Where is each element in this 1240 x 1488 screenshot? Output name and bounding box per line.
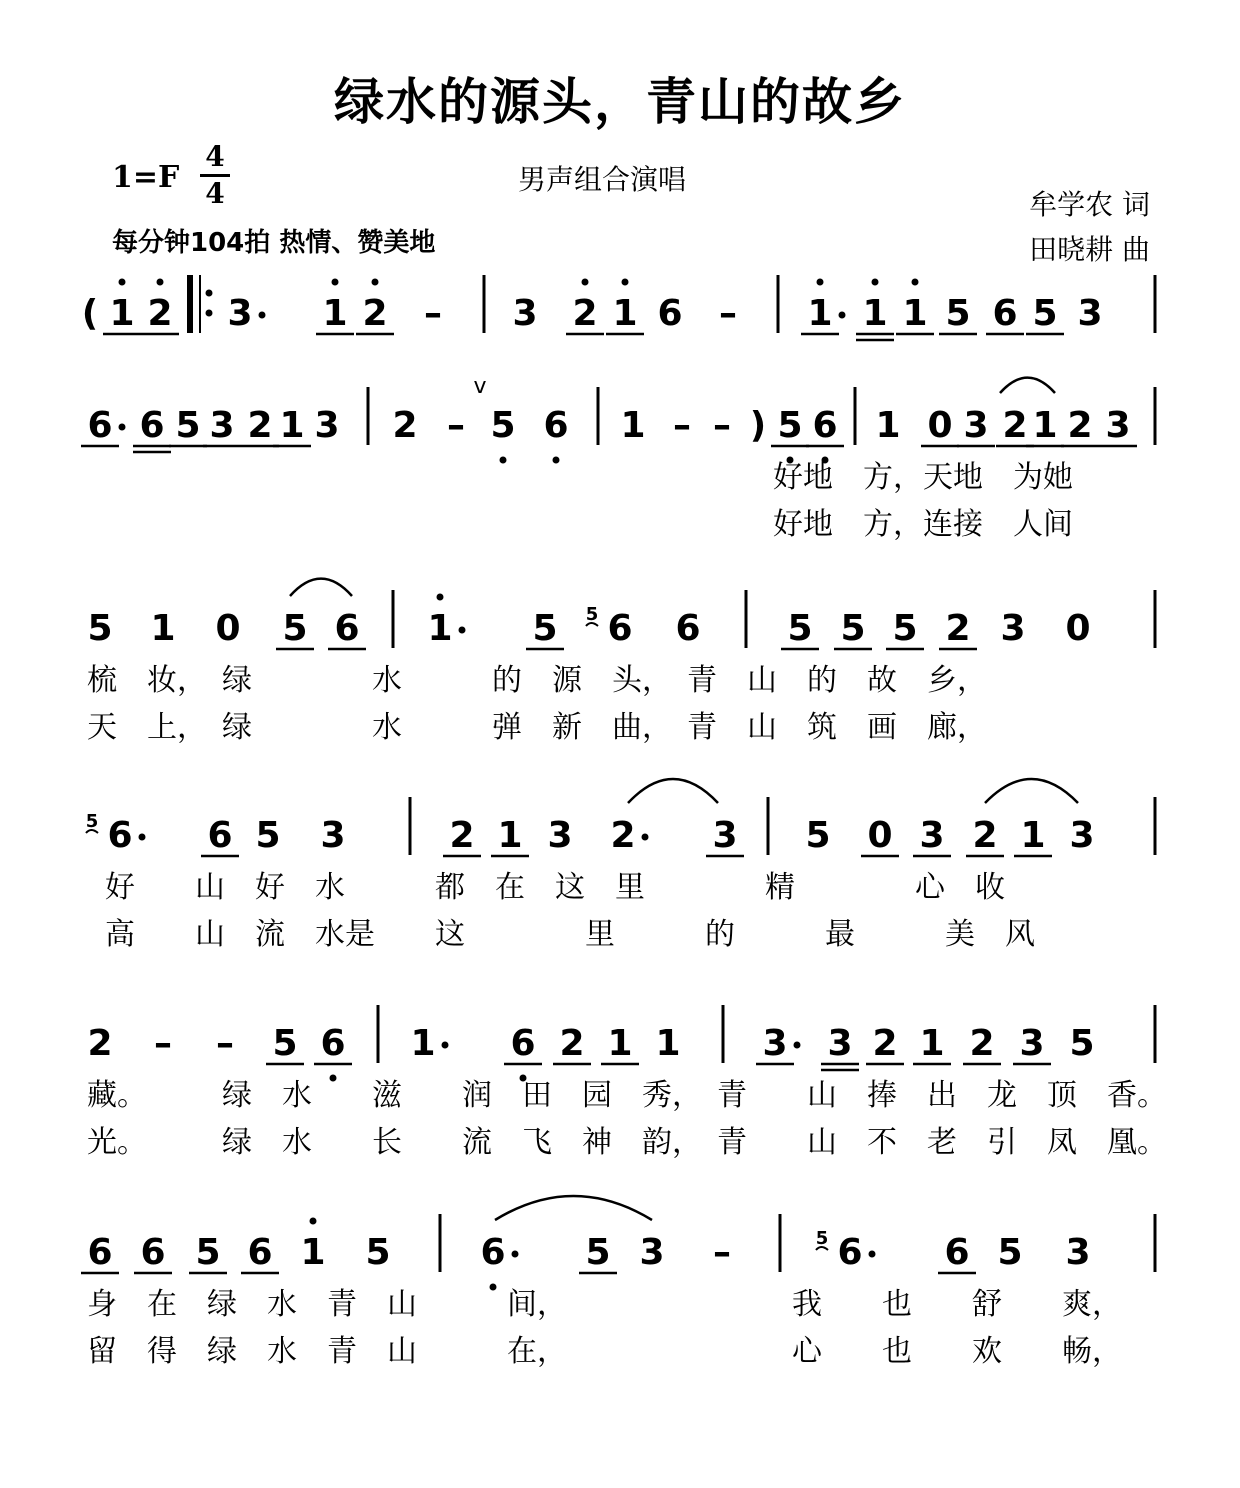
note-3: 3 (963, 405, 989, 446)
grace-note: 5 (815, 1228, 829, 1249)
augmentation-dot (794, 1042, 801, 1049)
octave-dot-high (437, 594, 444, 601)
note-5: 5 (997, 1232, 1023, 1273)
note-3: 3 (1000, 608, 1026, 649)
note-2: 2 (392, 405, 418, 446)
note-5: 5 (195, 1232, 221, 1273)
note-3: 3 (712, 815, 738, 856)
note-3: 3 (512, 293, 538, 334)
sustain-dash: – (216, 1023, 234, 1064)
parenthesis: ( (81, 293, 99, 334)
note-1: 1 (1020, 815, 1046, 856)
note-6: 6 (87, 1232, 113, 1273)
lyric-line-1: 梳 妆， 绿 水 的 源 头， 青 山 的 故 乡， (87, 663, 987, 698)
note-2: 2 (872, 1023, 898, 1064)
augmentation-dot (139, 834, 146, 841)
augmentation-dot (642, 834, 649, 841)
note-1: 1 (322, 293, 348, 334)
note-2: 2 (969, 1023, 995, 1064)
note-3: 3 (1105, 405, 1131, 446)
note-5: 5 (175, 405, 201, 446)
note-1: 1 (607, 1023, 633, 1064)
lyricist-credit: 牟学农 词 (1029, 188, 1150, 221)
octave-dot-low (553, 457, 560, 464)
time-signature-top: 4 (205, 140, 225, 173)
repeat-dot (206, 310, 213, 317)
note-2: 2 (247, 405, 273, 446)
note-0: 0 (867, 815, 893, 856)
note-2: 2 (572, 293, 598, 334)
lyric-line-1: 藏。 绿 水 滋 润 田 园 秀， 青 山 捧 出 龙 顶 香。 (87, 1078, 1167, 1113)
augmentation-dot (512, 1251, 519, 1258)
note-6: 6 (657, 293, 683, 334)
note-6: 6 (510, 1023, 536, 1064)
note-2: 2 (147, 293, 173, 334)
note-0: 0 (215, 608, 241, 649)
octave-dot-high (310, 1218, 317, 1225)
note-6: 6 (607, 608, 633, 649)
lyric-line-2: 好地 方，连接 人间 (773, 507, 1073, 542)
augmentation-dot (442, 1042, 449, 1049)
augmentation-dot (839, 312, 846, 319)
octave-dot-high (372, 279, 379, 286)
augmentation-dot (259, 312, 266, 319)
sustain-dash: – (713, 1232, 731, 1273)
octave-dot-high (872, 279, 879, 286)
note-3: 3 (919, 815, 945, 856)
note-0: 0 (1065, 608, 1091, 649)
note-6: 6 (139, 405, 165, 446)
parenthesis: ) (749, 405, 767, 446)
grace-note: 5 (85, 811, 99, 832)
note-3: 3 (1019, 1023, 1045, 1064)
note-5: 5 (272, 1023, 298, 1064)
note-6: 6 (543, 405, 569, 446)
augmentation-dot (459, 627, 466, 634)
lyric-line-2: 光。 绿 水 长 流 飞 神 韵， 青 山 不 老 引 凤 凰。 (87, 1125, 1167, 1160)
octave-dot-high (582, 279, 589, 286)
note-6: 6 (320, 1023, 346, 1064)
slur (495, 1196, 652, 1220)
sustain-dash: – (713, 405, 731, 446)
augmentation-dot (119, 424, 126, 431)
note-3: 3 (547, 815, 573, 856)
lyric-line-1: 身 在 绿 水 青 山 间， 我 也 舒 爽， (87, 1287, 1122, 1322)
note-2: 2 (610, 815, 636, 856)
note-5: 5 (787, 608, 813, 649)
note-5: 5 (365, 1232, 391, 1273)
song-title: 绿水的源头，青山的故乡 (334, 73, 906, 131)
sustain-dash: – (154, 1023, 172, 1064)
note-1: 1 (612, 293, 638, 334)
slur (628, 779, 718, 803)
note-1: 1 (862, 293, 888, 334)
note-1: 1 (109, 293, 135, 334)
note-6: 6 (944, 1232, 970, 1273)
composer-credit: 田晓耕 曲 (1029, 233, 1150, 266)
sustain-dash: – (424, 293, 442, 334)
note-5: 5 (777, 405, 803, 446)
note-1: 1 (620, 405, 646, 446)
breath-mark: v (473, 374, 487, 399)
note-1: 1 (807, 293, 833, 334)
repeat-dot (206, 290, 213, 297)
note-3: 3 (314, 405, 340, 446)
note-6: 6 (675, 608, 701, 649)
note-5: 5 (585, 1232, 611, 1273)
note-5: 5 (282, 608, 308, 649)
lyric-line-1: 好 山 好 水 都 在 这 里 精 心 收 (105, 870, 1005, 905)
note-6: 6 (87, 405, 113, 446)
note-3: 3 (320, 815, 346, 856)
octave-dot-low (500, 457, 507, 464)
note-3: 3 (762, 1023, 788, 1064)
note-2: 2 (362, 293, 388, 334)
note-2: 2 (1067, 405, 1093, 446)
note-5: 5 (532, 608, 558, 649)
note-3: 3 (639, 1232, 665, 1273)
note-2: 2 (87, 1023, 113, 1064)
augmentation-dot (869, 1251, 876, 1258)
note-5: 5 (1032, 293, 1058, 334)
lyric-line-1: 好地 方，天地 为她 (773, 460, 1073, 495)
note-1: 1 (410, 1023, 436, 1064)
note-1: 1 (655, 1023, 681, 1064)
note-6: 6 (837, 1232, 863, 1273)
note-5: 5 (87, 608, 113, 649)
slur (985, 779, 1078, 803)
note-2: 2 (945, 608, 971, 649)
octave-dot-high (332, 279, 339, 286)
note-1: 1 (902, 293, 928, 334)
note-2: 2 (1002, 405, 1028, 446)
octave-dot-high (817, 279, 824, 286)
octave-dot-high (912, 279, 919, 286)
note-6: 6 (812, 405, 838, 446)
octave-dot-high (119, 279, 126, 286)
note-1: 1 (875, 405, 901, 446)
tempo-marking: 每分钟104拍 热情、赞美地 (112, 228, 436, 258)
lyric-line-2: 高 山 流 水是 这 里 的 最 美 风 (105, 917, 1035, 952)
note-3: 3 (227, 293, 253, 334)
sustain-dash: – (447, 405, 465, 446)
note-0: 0 (927, 405, 953, 446)
sustain-dash: – (719, 293, 737, 334)
performer-credit: 男声组合演唱 (518, 163, 687, 196)
note-5: 5 (1069, 1023, 1095, 1064)
note-6: 6 (140, 1232, 166, 1273)
slur (290, 579, 352, 596)
note-3: 3 (1065, 1232, 1091, 1273)
note-5: 5 (945, 293, 971, 334)
note-3: 3 (1077, 293, 1103, 334)
note-1: 1 (279, 405, 305, 446)
note-6: 6 (107, 815, 133, 856)
note-6: 6 (207, 815, 233, 856)
lyric-line-2: 留 得 绿 水 青 山 在， 心 也 欢 畅， (87, 1334, 1122, 1369)
note-5: 5 (490, 405, 516, 446)
lyric-line-2: 天 上， 绿 水 弹 新 曲， 青 山 筑 画 廊， (87, 710, 987, 745)
note-3: 3 (209, 405, 235, 446)
grace-note: 5 (585, 604, 599, 625)
note-5: 5 (805, 815, 831, 856)
key-signature: 1=F (112, 160, 180, 195)
note-2: 2 (449, 815, 475, 856)
note-1: 1 (300, 1232, 326, 1273)
note-6: 6 (334, 608, 360, 649)
octave-dot-high (622, 279, 629, 286)
note-6: 6 (247, 1232, 273, 1273)
note-6: 6 (992, 293, 1018, 334)
note-2: 2 (972, 815, 998, 856)
slur (1000, 378, 1055, 393)
note-1: 1 (919, 1023, 945, 1064)
note-5: 5 (255, 815, 281, 856)
note-2: 2 (559, 1023, 585, 1064)
note-1: 1 (150, 608, 176, 649)
octave-dot-high (157, 279, 164, 286)
note-1: 1 (497, 815, 523, 856)
sustain-dash: – (673, 405, 691, 446)
note-6: 6 (480, 1232, 506, 1273)
note-1: 1 (1032, 405, 1058, 446)
note-3: 3 (1069, 815, 1095, 856)
note-5: 5 (840, 608, 866, 649)
note-5: 5 (892, 608, 918, 649)
time-signature-bottom: 4 (205, 177, 225, 210)
note-3: 3 (827, 1023, 853, 1064)
note-1: 1 (427, 608, 453, 649)
